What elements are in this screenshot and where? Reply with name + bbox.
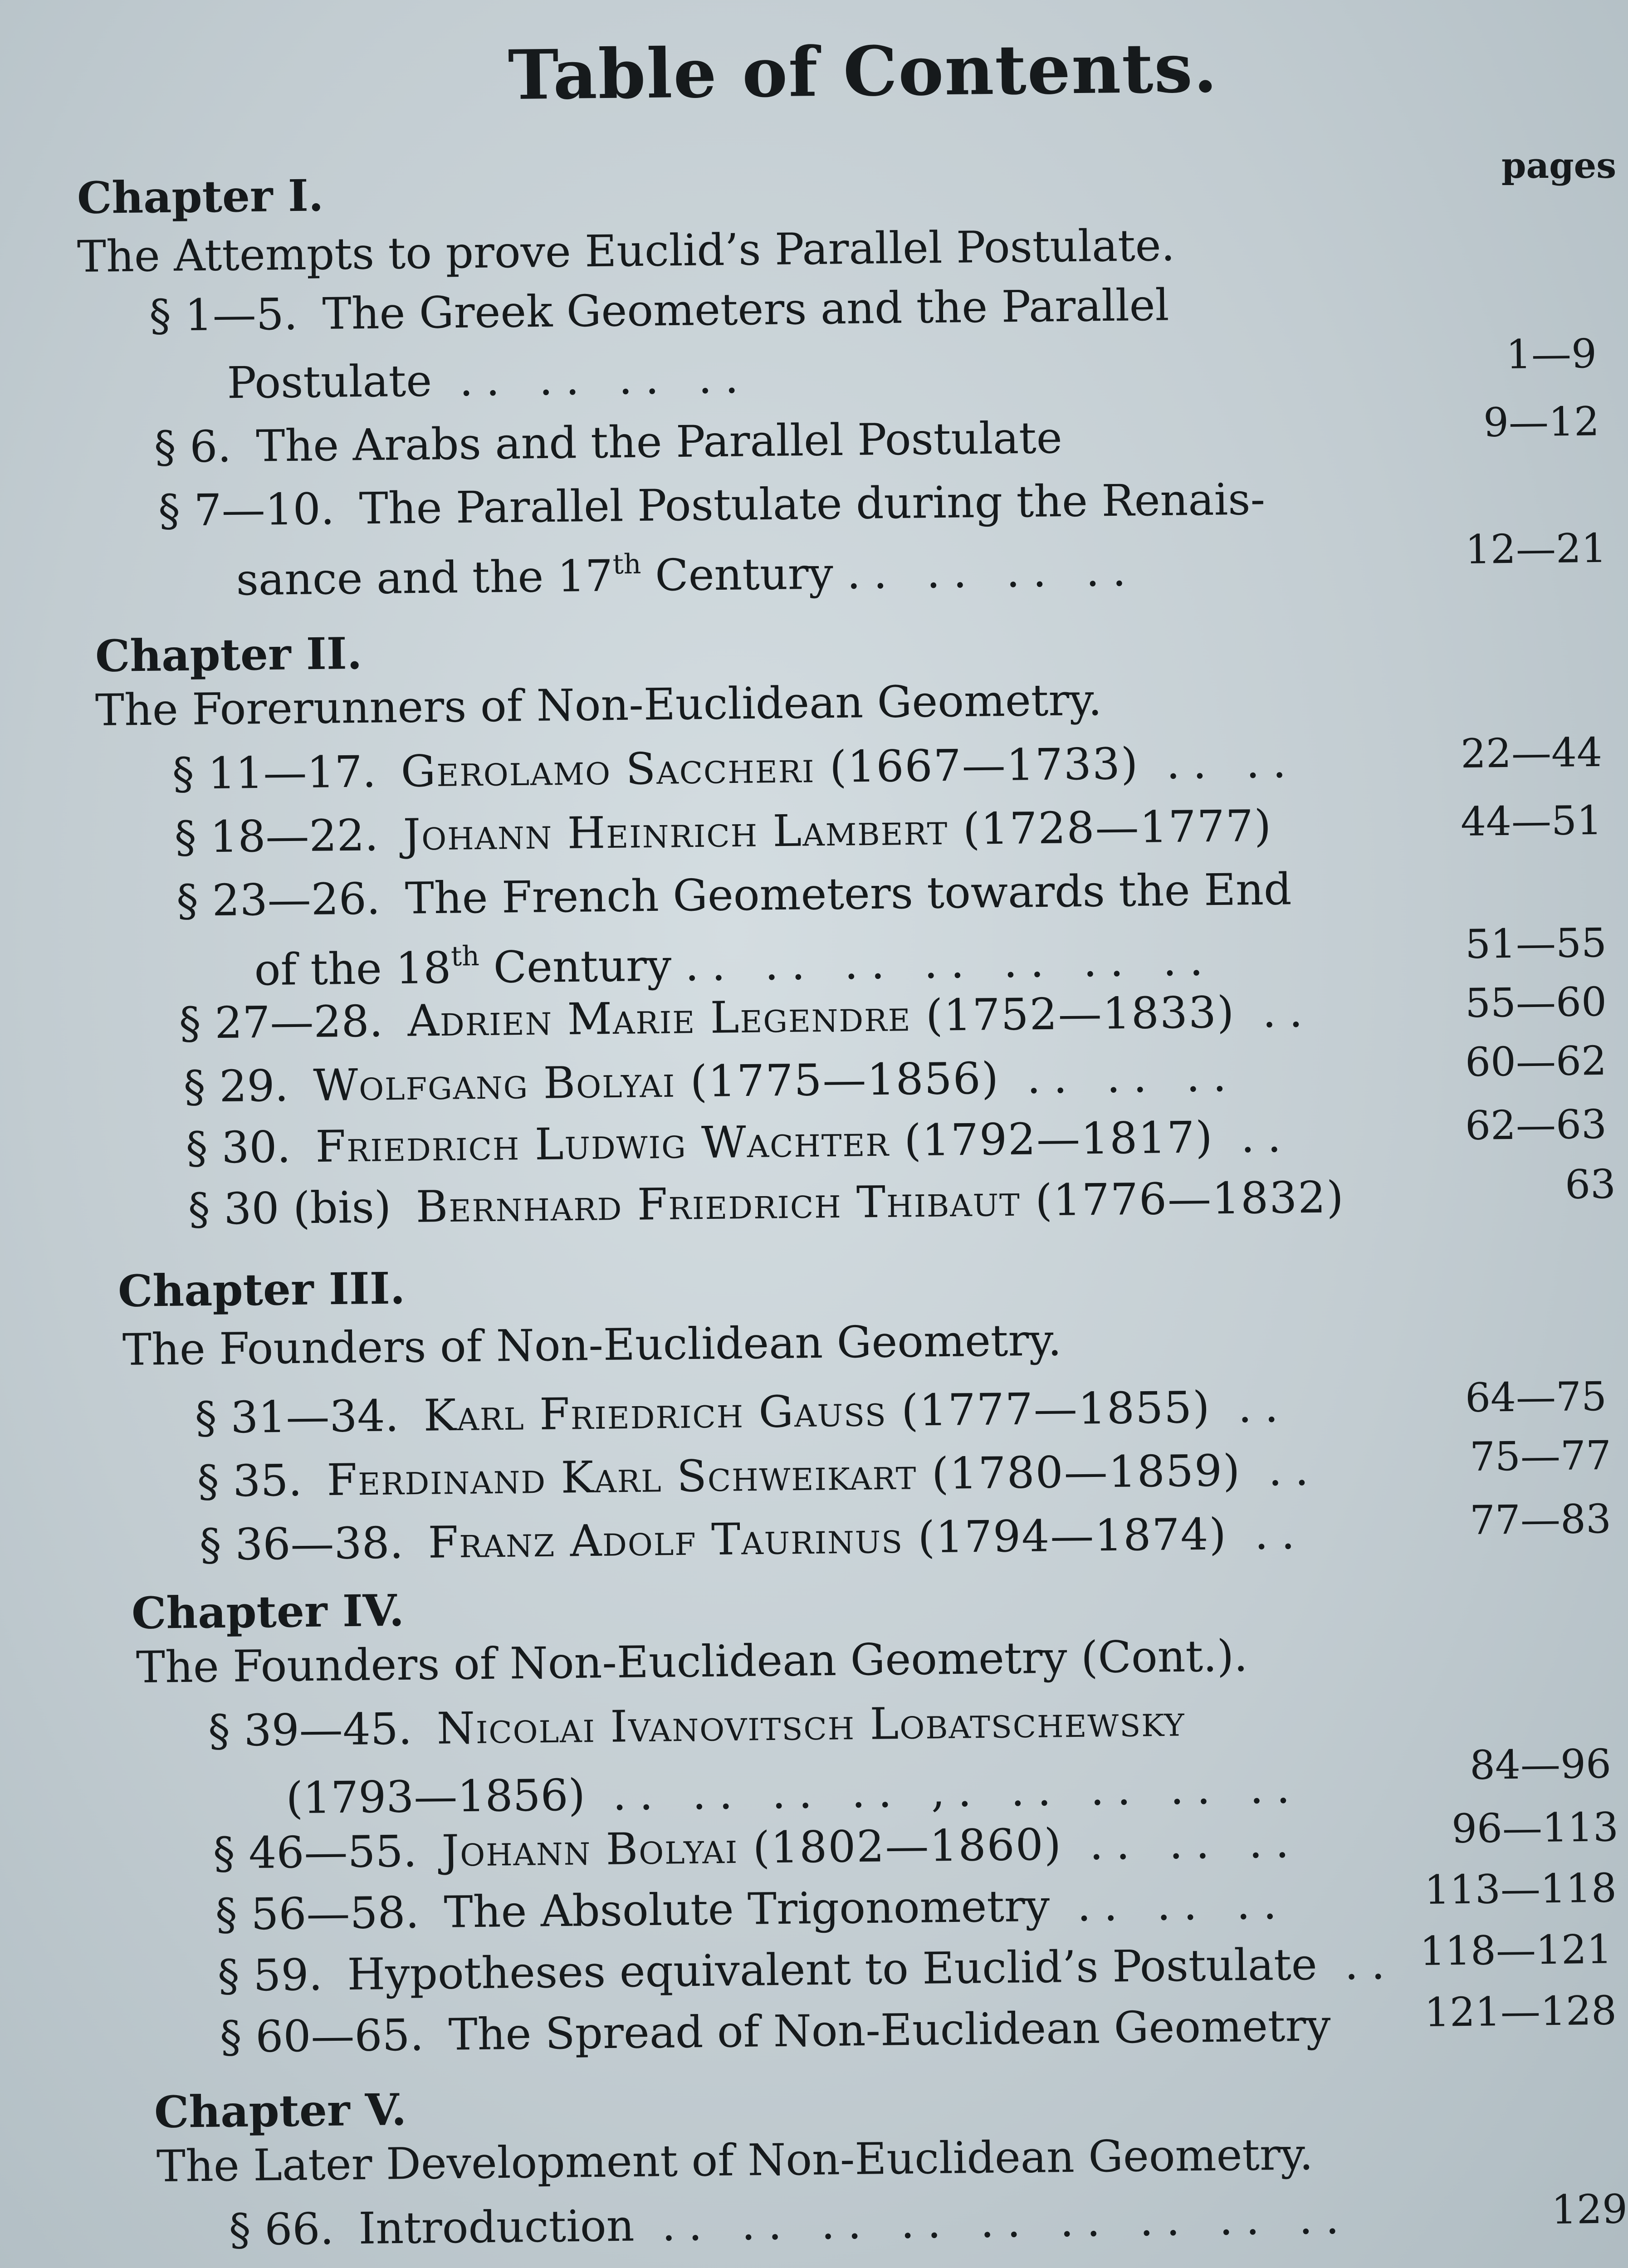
dot-leader: .. bbox=[1344, 1938, 1398, 1989]
entry-title-line: Introduction bbox=[358, 2200, 635, 2254]
dot-leader: .. .. .. .. .. .. .. .. .. bbox=[661, 2193, 1352, 2251]
page-range: 55—60 bbox=[1465, 978, 1607, 1026]
entry-title-line: The Arabs and the Parallel Postulate bbox=[255, 412, 1063, 472]
section-number: § 66. bbox=[229, 2203, 334, 2255]
page-range: 64—75 bbox=[1465, 1373, 1607, 1421]
dot-leader: .. bbox=[1237, 1381, 1291, 1432]
section-number: § 11—17. bbox=[172, 746, 376, 799]
entry-title-line: (1793—1856) bbox=[285, 1769, 586, 1824]
page-range: 129 bbox=[1551, 2185, 1628, 2233]
chapter-2-label: Chapter II. bbox=[95, 627, 362, 682]
section-number: § 59. bbox=[217, 1949, 323, 2001]
page-range: 84—96 bbox=[1469, 1740, 1612, 1789]
entry-title-line: The Absolute Trigonometry bbox=[444, 1880, 1050, 1938]
section-number: § 30. bbox=[186, 1121, 291, 1173]
page-title: Table of Contents. bbox=[508, 28, 1218, 116]
dot-leader: .. .. .. .. ,. .. .. .. .. bbox=[612, 1762, 1303, 1820]
entry-title-line: Hypotheses equivalent to Euclid’s Postulate bbox=[347, 1939, 1318, 2000]
section-number: § 1—5. bbox=[149, 288, 298, 342]
toc-entry[interactable] bbox=[149, 279, 1170, 426]
chapter-5-label: Chapter V. bbox=[154, 2084, 407, 2138]
section-number: § 36—38. bbox=[199, 1517, 404, 1570]
entry-title-line: The Spread of Non-Euclidean Geometry bbox=[448, 2000, 1331, 2060]
toc-entry[interactable] bbox=[188, 1172, 1345, 1252]
dot-leader: .. .. .. .. bbox=[846, 545, 1139, 599]
section-number: § 31—34. bbox=[195, 1390, 399, 1443]
section-number: § 39—45. bbox=[208, 1703, 412, 1757]
entry-title-line: Postulate bbox=[226, 355, 432, 409]
page-range: 121—128 bbox=[1424, 1987, 1617, 2036]
entry-title-line: Nicolai Ivanovitsch Lobatschewsky bbox=[436, 1695, 1186, 1754]
page-range: 1—9 bbox=[1506, 330, 1597, 378]
toc-entry[interactable] bbox=[220, 2000, 1331, 2080]
chapter-3-label: Chapter III. bbox=[117, 1262, 406, 1317]
section-number: § 6. bbox=[154, 421, 232, 473]
section-number: § 27—28. bbox=[179, 996, 383, 1049]
entry-title-line: The Parallel Postulate during the Renais- bbox=[359, 474, 1266, 534]
section-number: § 7—10. bbox=[158, 483, 335, 537]
page-range: 96—113 bbox=[1451, 1804, 1619, 1852]
entry-title-line: Franz Adolf Taurinus (1794—1874) bbox=[428, 1509, 1227, 1568]
entry-title-line: Ferdinand Karl Schweikart (1780—1859) bbox=[326, 1445, 1241, 1506]
page-range: 75—77 bbox=[1469, 1432, 1612, 1480]
chapter-3-title: The Founders of Non-Euclidean Geometry. bbox=[122, 1315, 1062, 1375]
pages-column-header: pages bbox=[1501, 145, 1617, 186]
dot-leader: .. bbox=[1254, 1508, 1308, 1559]
section-number: § 56—58. bbox=[215, 1887, 420, 1940]
page-range: 44—51 bbox=[1460, 797, 1603, 845]
section-number: § 29. bbox=[183, 1060, 289, 1112]
entry-title-line: Wolfgang Bolyai (1775—1856) bbox=[313, 1053, 1000, 1111]
entry-title-line: Adrien Marie Legendre (1752—1833) bbox=[407, 987, 1235, 1046]
toc-entry[interactable] bbox=[229, 2193, 1352, 2268]
dot-leader: .. .. .. bbox=[1077, 1878, 1290, 1931]
page-range: 12—21 bbox=[1465, 524, 1607, 573]
entry-title-line: Johann Bolyai (1802—1860) bbox=[441, 1819, 1062, 1877]
dot-leader: .. .. .. bbox=[1027, 1050, 1240, 1104]
dot-leader: .. .. .. .. .. .. .. bbox=[684, 934, 1217, 991]
entry-title-line: Johann Heinrich Lambert (1728—1777) bbox=[403, 800, 1272, 860]
toc-entry[interactable]: § 23—26. The French Geometers towards the End of the 18th Century .. .. .. .. .. .. .. bbox=[176, 864, 1292, 996]
page-range: 77—83 bbox=[1469, 1495, 1612, 1544]
section-number: § 46—55. bbox=[213, 1826, 417, 1879]
section-number: § 30 (bis) bbox=[188, 1182, 391, 1235]
chapter-2-title: The Forerunners of Non-Euclidean Geometry. bbox=[95, 674, 1102, 736]
entry-title-line: Bernhard Friedrich Thibaut (1776—1832) bbox=[416, 1172, 1345, 1232]
entry-title-line: Karl Friedrich Gauss (1777—1855) bbox=[423, 1382, 1211, 1441]
page-range: 9—12 bbox=[1483, 398, 1600, 446]
entry-title-line: The Greek Geometers and the Parallel bbox=[322, 279, 1169, 340]
dot-leader: .. .. bbox=[1166, 736, 1300, 789]
dot-leader: .. bbox=[1262, 986, 1316, 1037]
entry-title-line: Friedrich Ludwig Wachter (1792—1817) bbox=[315, 1112, 1214, 1173]
page-range: 22—44 bbox=[1460, 728, 1603, 777]
dot-leader: .. bbox=[1268, 1444, 1322, 1496]
chapter-4-title: The Founders of Non-Euclidean Geometry (Cont.). bbox=[136, 1630, 1248, 1693]
page-range: 63 bbox=[1564, 1160, 1616, 1208]
dot-leader: .. .. .. bbox=[1089, 1816, 1302, 1870]
section-number: § 23—26. bbox=[176, 873, 381, 927]
section-number: § 18—22. bbox=[174, 810, 379, 863]
entry-title-line: The French Geometers towards the End bbox=[405, 864, 1292, 924]
toc-entry[interactable] bbox=[199, 1508, 1308, 1588]
chapter-4-label: Chapter IV. bbox=[131, 1584, 405, 1639]
entry-title-line: Gerolamo Saccheri (1667—1733) bbox=[401, 738, 1139, 797]
page-range: 51—55 bbox=[1465, 919, 1607, 968]
chapter-5-title: The Later Development of Non-Euclidean Geometry. bbox=[156, 2129, 1314, 2192]
dot-leader: .. bbox=[1240, 1111, 1294, 1163]
chapter-1-title: The Attempts to prove Euclid’s Parallel Postulate. bbox=[77, 220, 1175, 282]
dot-leader: .. .. .. .. bbox=[459, 352, 752, 406]
page-range: 118—121 bbox=[1419, 1926, 1613, 1975]
chapter-1-label: Chapter I. bbox=[77, 170, 324, 224]
page-range: 60—62 bbox=[1465, 1037, 1607, 1085]
section-number: § 60—65. bbox=[220, 2009, 424, 2063]
section-number: § 35. bbox=[197, 1455, 303, 1507]
page-range: 113—118 bbox=[1424, 1864, 1617, 1913]
page-range: 62—63 bbox=[1465, 1100, 1607, 1149]
toc-entry[interactable]: § 7—10. The Parallel Postulate during the Renais- sance and the 17th Century .. .. .. .. bbox=[158, 474, 1266, 606]
